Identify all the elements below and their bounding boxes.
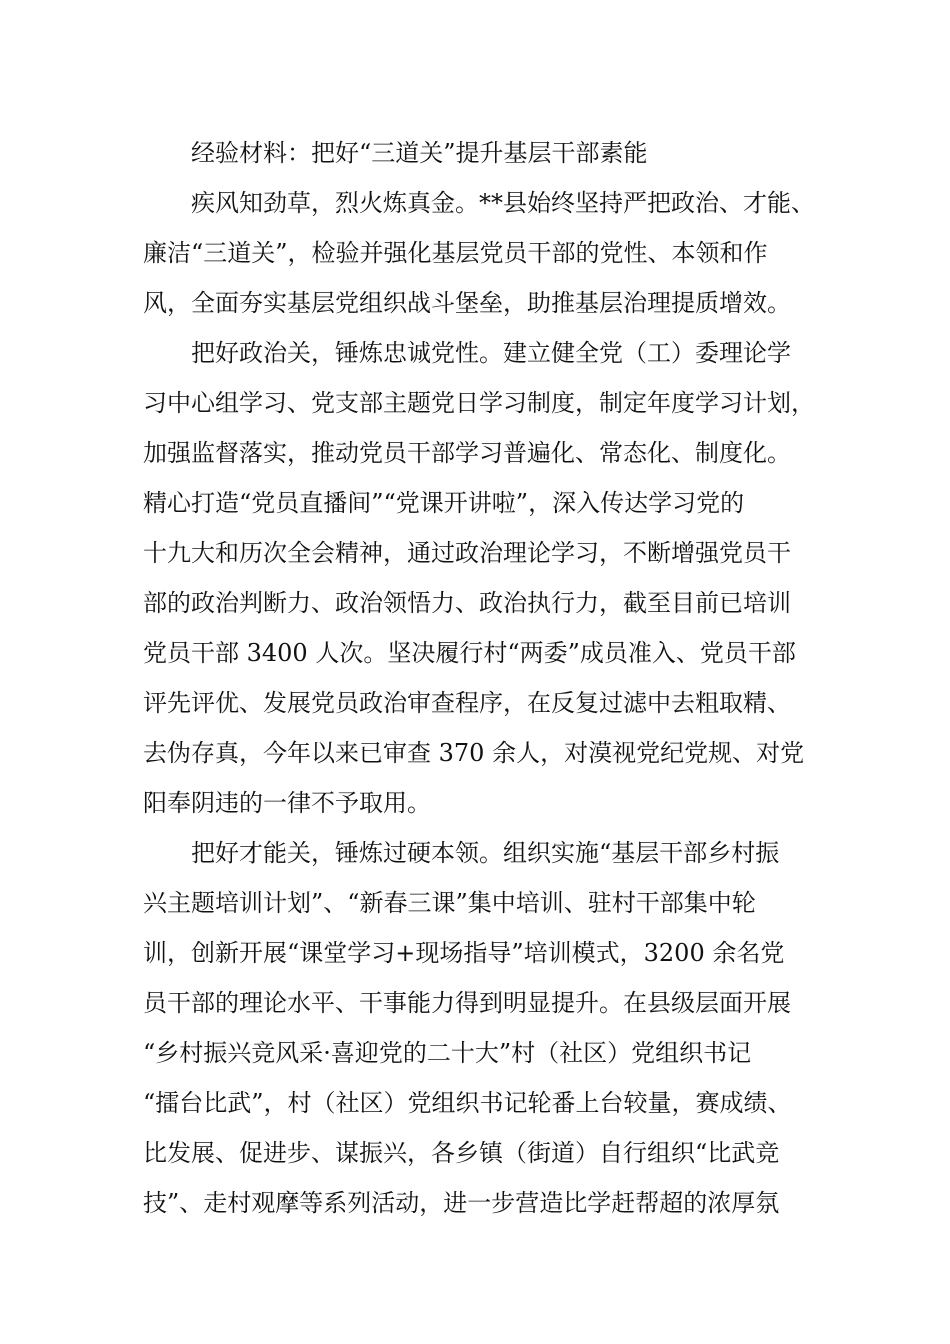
paragraph-line: 阳奉阴违的一律不予取用。 xyxy=(143,789,431,817)
paragraph-line: 风，全面夯实基层党组织战斗堡垒，助推基层治理提质增效。 xyxy=(143,289,791,317)
paragraph-line: 精心打造“党员直播间”“党课开讲啦”，深入传达学习党的 xyxy=(143,489,745,517)
paragraph-line: 疾风知劲草，烈火炼真金。**县始终坚持严把政治、才能、 xyxy=(191,189,815,217)
paragraph-ability xyxy=(143,828,823,1228)
document-title: 经验材料：把好“三道关”提升基层干部素能 xyxy=(191,139,648,167)
document-body xyxy=(143,128,823,1228)
paragraph-line: 训，创新开展“课堂学习+现场指导”培训模式，3200 余名党 xyxy=(143,939,785,967)
paragraph-line: 评先评优、发展党员政治审查程序，在反复过滤中去粗取精、 xyxy=(143,689,791,717)
paragraph-line: 廉洁“三道关”，检验并强化基层党员干部的党性、本领和作 xyxy=(143,239,768,267)
paragraph-line: 去伪存真，今年以来已审查 370 余人，对漠视党纪党规、对党 xyxy=(143,739,805,767)
paragraph-intro xyxy=(143,178,823,328)
paragraph-line: 党员干部 3400 人次。坚决履行村“两委”成员准入、党员干部 xyxy=(143,639,796,667)
paragraph-line: “乡村振兴竞风采·喜迎党的二十大”村（社区）党组织书记 xyxy=(143,1039,752,1067)
paragraph-line: 部的政治判断力、政治领悟力、政治执行力，截至目前已培训 xyxy=(143,589,791,617)
paragraph-line: 技”、走村观摩等系列活动，进一步营造比学赶帮超的浓厚氛 xyxy=(143,1189,780,1217)
paragraph-line: “擂台比武”，村（社区）党组织书记轮番上台较量，赛成绩、 xyxy=(143,1089,792,1117)
paragraph-line: 加强监督落实，推动党员干部学习普遍化、常态化、制度化。 xyxy=(143,439,791,467)
paragraph-line: 十九大和历次全会精神，通过政治理论学习，不断增强党员干 xyxy=(143,539,791,567)
paragraph-line: 习中心组学习、党支部主题党日学习制度，制定年度学习计划， xyxy=(143,389,815,417)
paragraph-line: 把好政治关，锤炼忠诚党性。建立健全党（工）委理论学 xyxy=(191,339,791,367)
paragraph-political xyxy=(143,328,823,828)
paragraph-line: 把好才能关，锤炼过硬本领。组织实施“基层干部乡村振 xyxy=(191,839,780,867)
paragraph-line: 兴主题培训计划”、“新春三课”集中培训、驻村干部集中轮 xyxy=(143,889,756,917)
paragraph-line: 比发展、促进步、谋振兴，各乡镇（街道）自行组织“比武竞 xyxy=(143,1139,780,1167)
paragraph-line: 员干部的理论水平、干事能力得到明显提升。在县级层面开展 xyxy=(143,989,791,1017)
